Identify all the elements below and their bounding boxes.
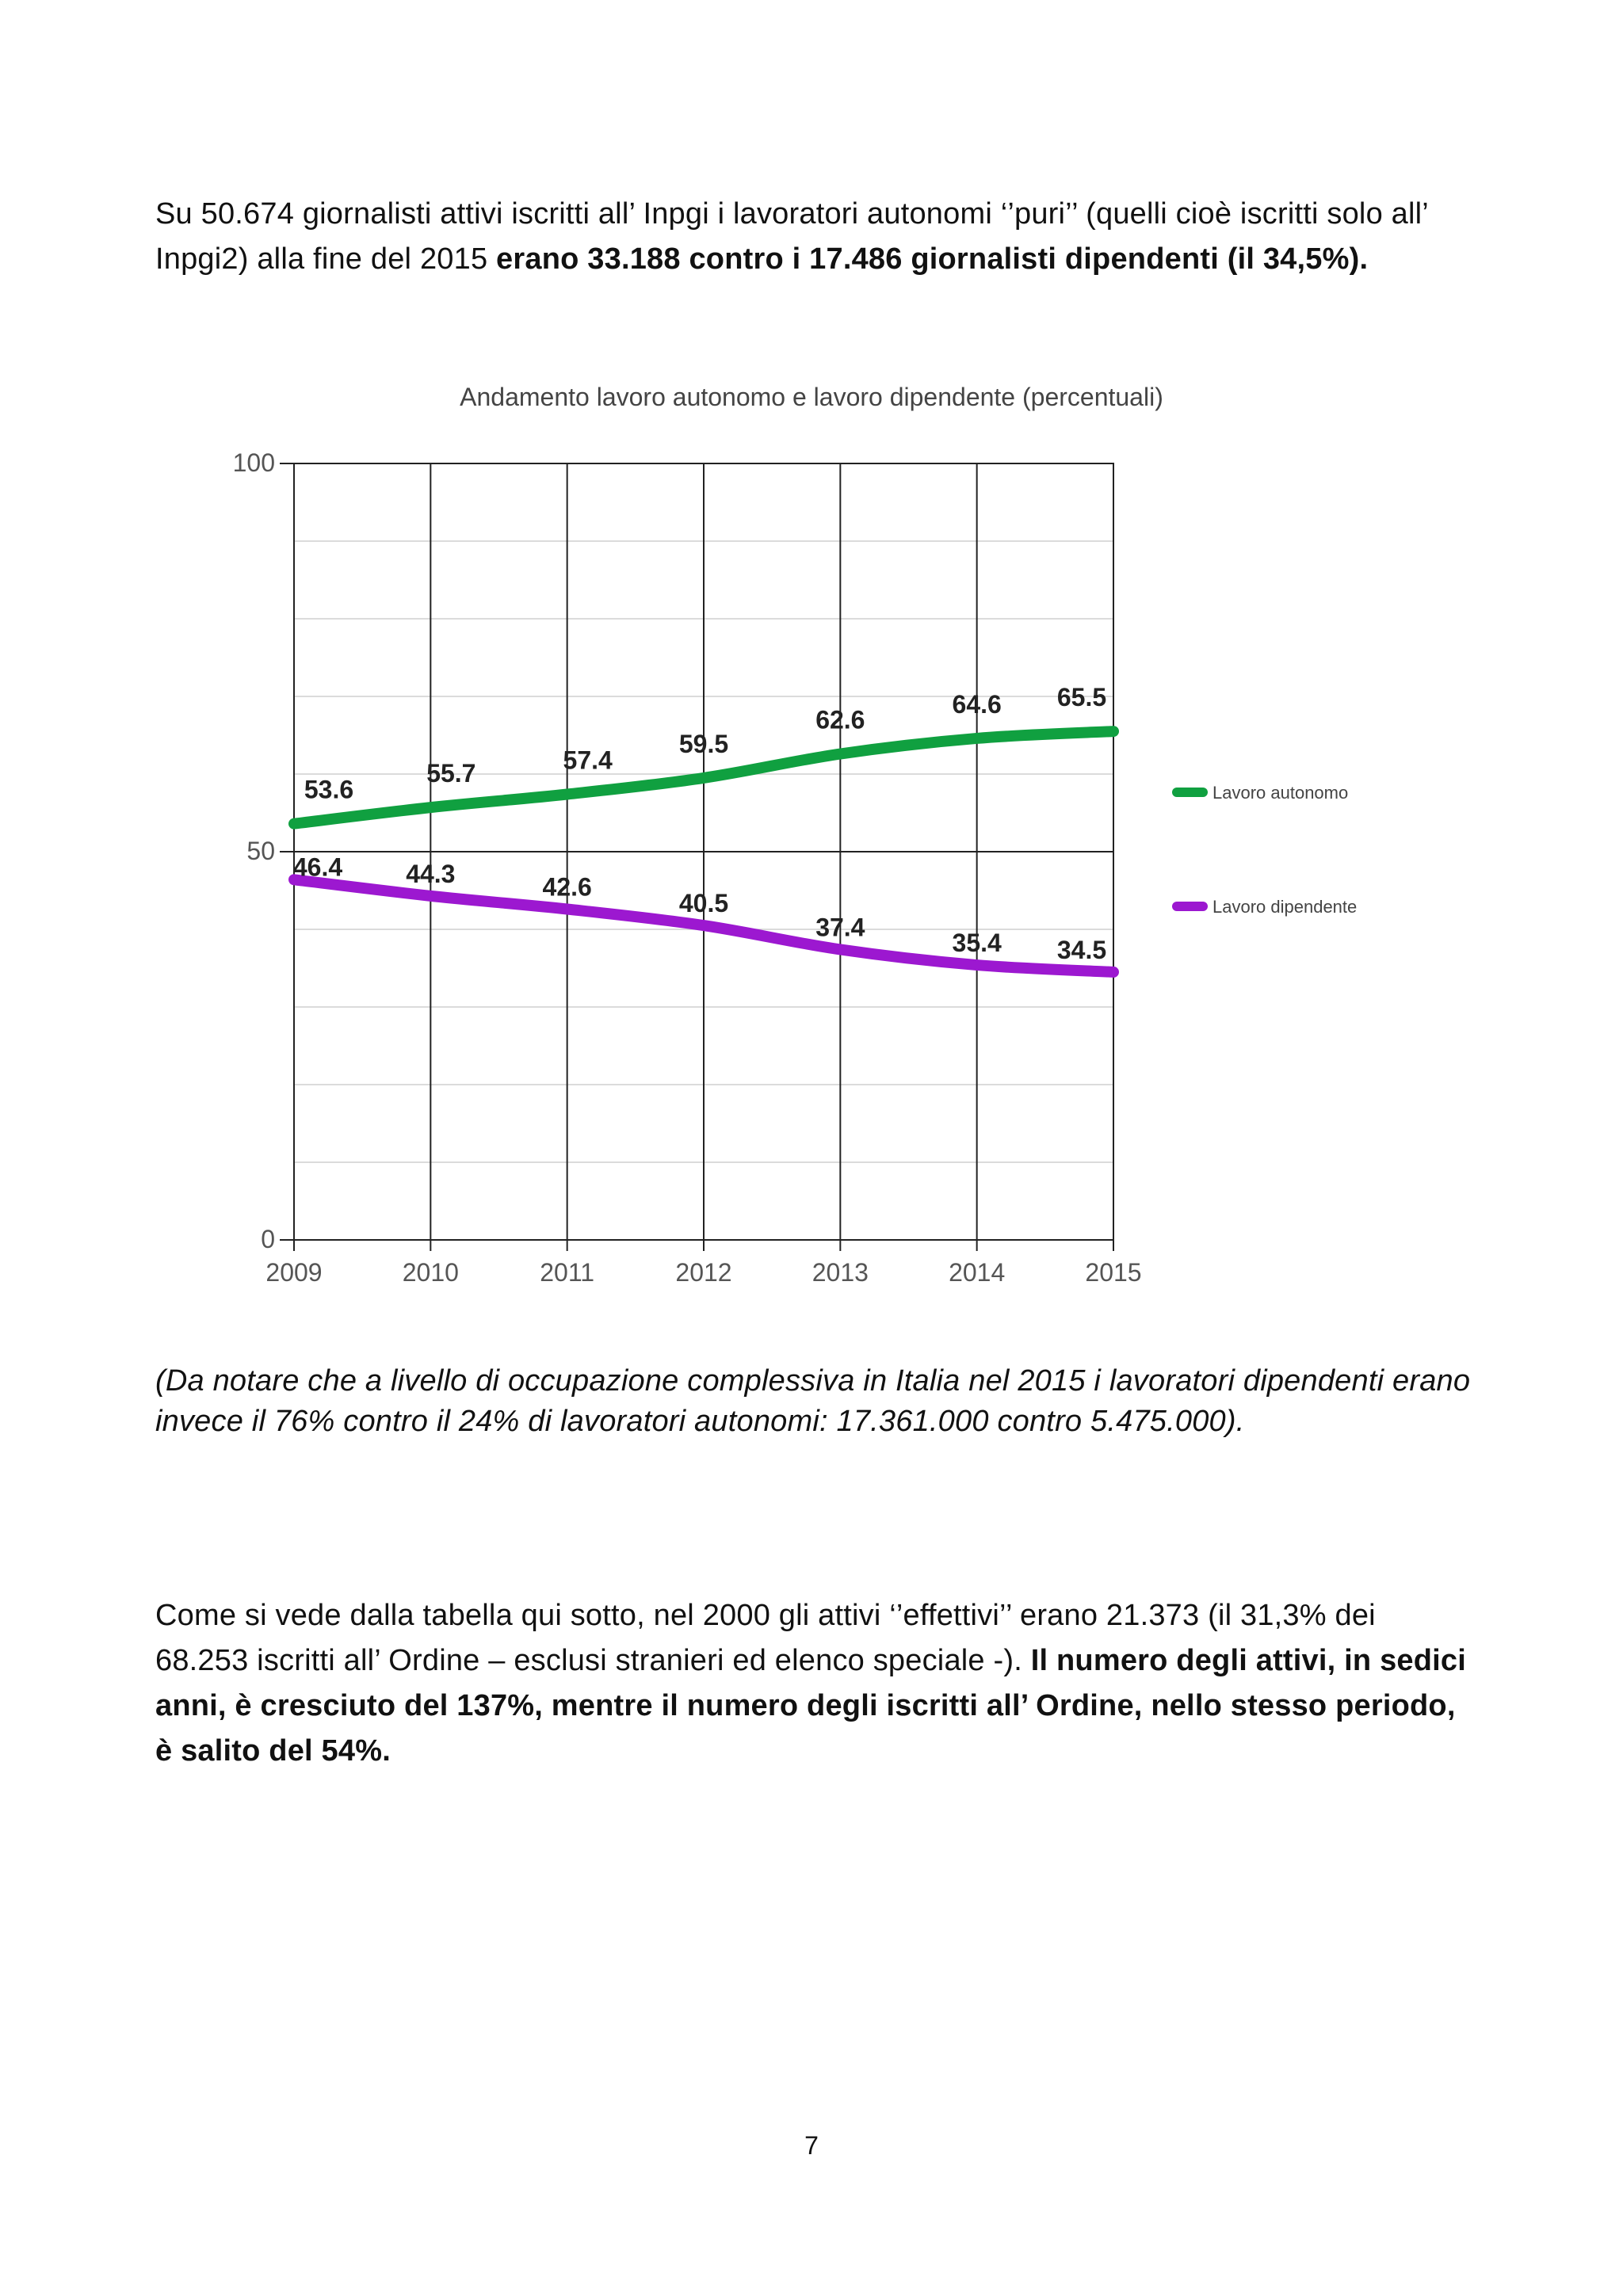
data-label: 40.5: [678, 889, 729, 918]
data-label: 37.4: [815, 913, 865, 942]
chart-axes: [233, 448, 1142, 1287]
x-tick-label: 2015: [1085, 1258, 1142, 1287]
data-label: 53.6: [304, 775, 354, 804]
data-label: 46.4: [292, 852, 343, 882]
chart-title: Andamento lavoro autonomo e lavoro dipendente (percentuali): [460, 383, 1163, 411]
page-number: 7: [804, 2131, 819, 2160]
line-chart: [0, 364, 1623, 1299]
data-label: 59.5: [678, 729, 729, 758]
data-label: 34.5: [1056, 935, 1107, 964]
y-tick-label: 0: [261, 1225, 275, 1253]
note-paragraph: (Da notare che a livello di occupazione complessiva in Italia nel 2015 i lavoratori dipendenti erano invece il 76% contro il 24% di lavoratori autonomi: 17.361.000 contro 5.475.000).: [155, 1364, 1471, 1438]
intro-paragraph-bold-text: erano 33.188 contro i 17.486 giornalisti dipendenti (il 34,5%).: [496, 242, 1369, 276]
x-tick-label: 2010: [402, 1258, 459, 1287]
chart-legend: [1177, 783, 1357, 917]
data-label: 35.4: [952, 929, 1002, 958]
data-label: 42.6: [542, 872, 592, 902]
chart-svg: [0, 364, 1623, 1299]
x-tick-label: 2009: [265, 1258, 323, 1287]
conclusion-paragraph: [155, 1593, 1471, 1774]
legend-label: Lavoro dipendente: [1212, 897, 1358, 917]
data-label: 65.5: [1056, 683, 1107, 712]
x-tick-label: 2012: [675, 1258, 732, 1287]
x-tick-label: 2014: [949, 1258, 1006, 1287]
x-tick-label: 2013: [812, 1258, 869, 1287]
chart-grid: [294, 463, 1113, 1240]
data-label: 44.3: [406, 859, 456, 888]
intro-paragraph: [155, 192, 1471, 282]
data-label: 64.6: [952, 689, 1002, 719]
data-label: 62.6: [815, 705, 865, 734]
x-tick-label: 2011: [540, 1258, 595, 1287]
data-label: 57.4: [563, 746, 613, 775]
conclusion-paragraph-text: Come si vede dalla tabella qui sotto, nel 2000 gli attivi ‘’effettivi’’ erano 21.373 (il 31,3% dei 68.253 iscritti all’ Ordine – esclusi stranieri ed elenco speciale -).: [155, 1599, 1376, 1677]
y-tick-label: 100: [232, 448, 275, 477]
legend-label: Lavoro autonomo: [1212, 783, 1349, 803]
conclusion-paragraph-bold-text: Il numero degli attivi, in sedici anni, è cresciuto del 137%, mentre il numero degli iscritti all’ Ordine, nello stesso periodo, è salito del 54%.: [155, 1644, 1467, 1768]
data-label: 55.7: [426, 759, 476, 788]
y-tick-label: 50: [246, 837, 275, 865]
intro-paragraph-text: Su 50.674 giornalisti attivi iscritti all’ Inpgi i lavoratori autonomi ‘’puri’’ (quelli cioè iscritti solo all’ Inpgi2) alla fine del 2015: [155, 197, 1428, 276]
